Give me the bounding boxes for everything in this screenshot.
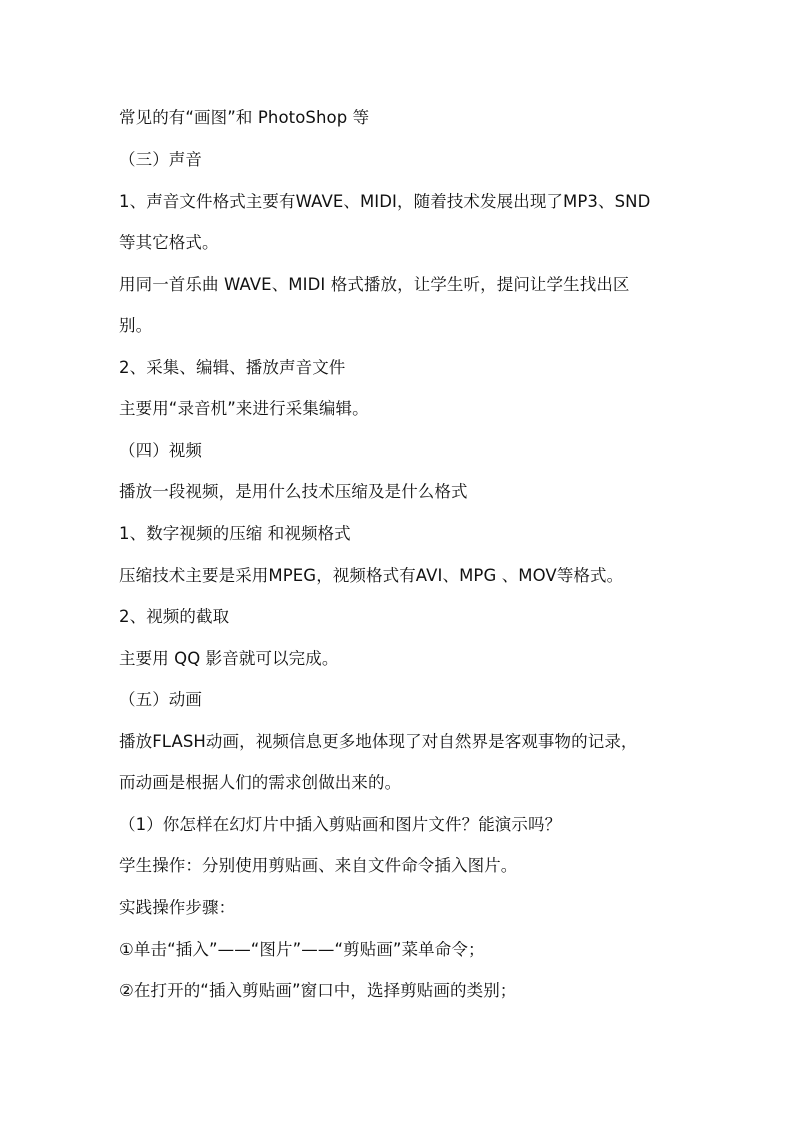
text-line-play-video: 播放一段视频，是用什么技术压缩及是什么格式 (119, 482, 468, 501)
subheading-sound-edit: 2、采集、编辑、播放声音文件 (119, 358, 346, 377)
text-line-step-2: ②在打开的“插入剪贴画”窗口中，选择剪贴画的类别； (119, 981, 517, 1000)
text-line-video-formats: 压缩技术主要是采用MPEG，视频格式有AVI、MPG 、MOV等格式。 (119, 566, 624, 585)
heading-sound: （三）声音 (119, 150, 202, 169)
text-line-step-1: ①单击“插入”——“图片”——“剪贴画”菜单命令； (119, 940, 485, 959)
text-line-play-music-end: 别。 (119, 316, 153, 335)
text-line-flash-end: 而动画是根据人们的需求创做出来的。 (119, 773, 402, 792)
text-line-sound-formats: 1、声音文件格式主要有WAVE、MIDI，随着技术发展出现了MP3、SND (119, 192, 651, 211)
subheading-video-compress: 1、数字视频的压缩 和视频格式 (119, 524, 351, 543)
heading-video: （四）视频 (119, 441, 202, 460)
heading-animation: （五）动画 (119, 690, 202, 709)
text-line-flash: 播放FLASH动画，视频信息更多地体现了对自然界是客观事物的记录， (119, 732, 638, 751)
text-line-sound-formats-end: 等其它格式。 (119, 233, 219, 252)
subheading-video-capture: 2、视频的截取 (119, 607, 230, 626)
text-line-steps-title: 实践操作步骤： (119, 898, 236, 917)
text-line-recorder: 主要用“录音机”来进行采集编辑。 (119, 399, 369, 418)
text-line-question: （1）你怎样在幻灯片中插入剪贴画和图片文件？能演示吗？ (119, 815, 562, 834)
text-line-play-music: 用同一首乐曲 WAVE、MIDI 格式播放，让学生听，提问让学生找出区 (119, 275, 630, 294)
text-line-qq-player: 主要用 QQ 影音就可以完成。 (119, 649, 339, 668)
text-line-student-op: 学生操作：分别使用剪贴画、来自文件命令插入图片。 (119, 856, 518, 875)
text-line-images-tools: 常见的有“画图”和 PhotoShop 等 (119, 108, 370, 127)
